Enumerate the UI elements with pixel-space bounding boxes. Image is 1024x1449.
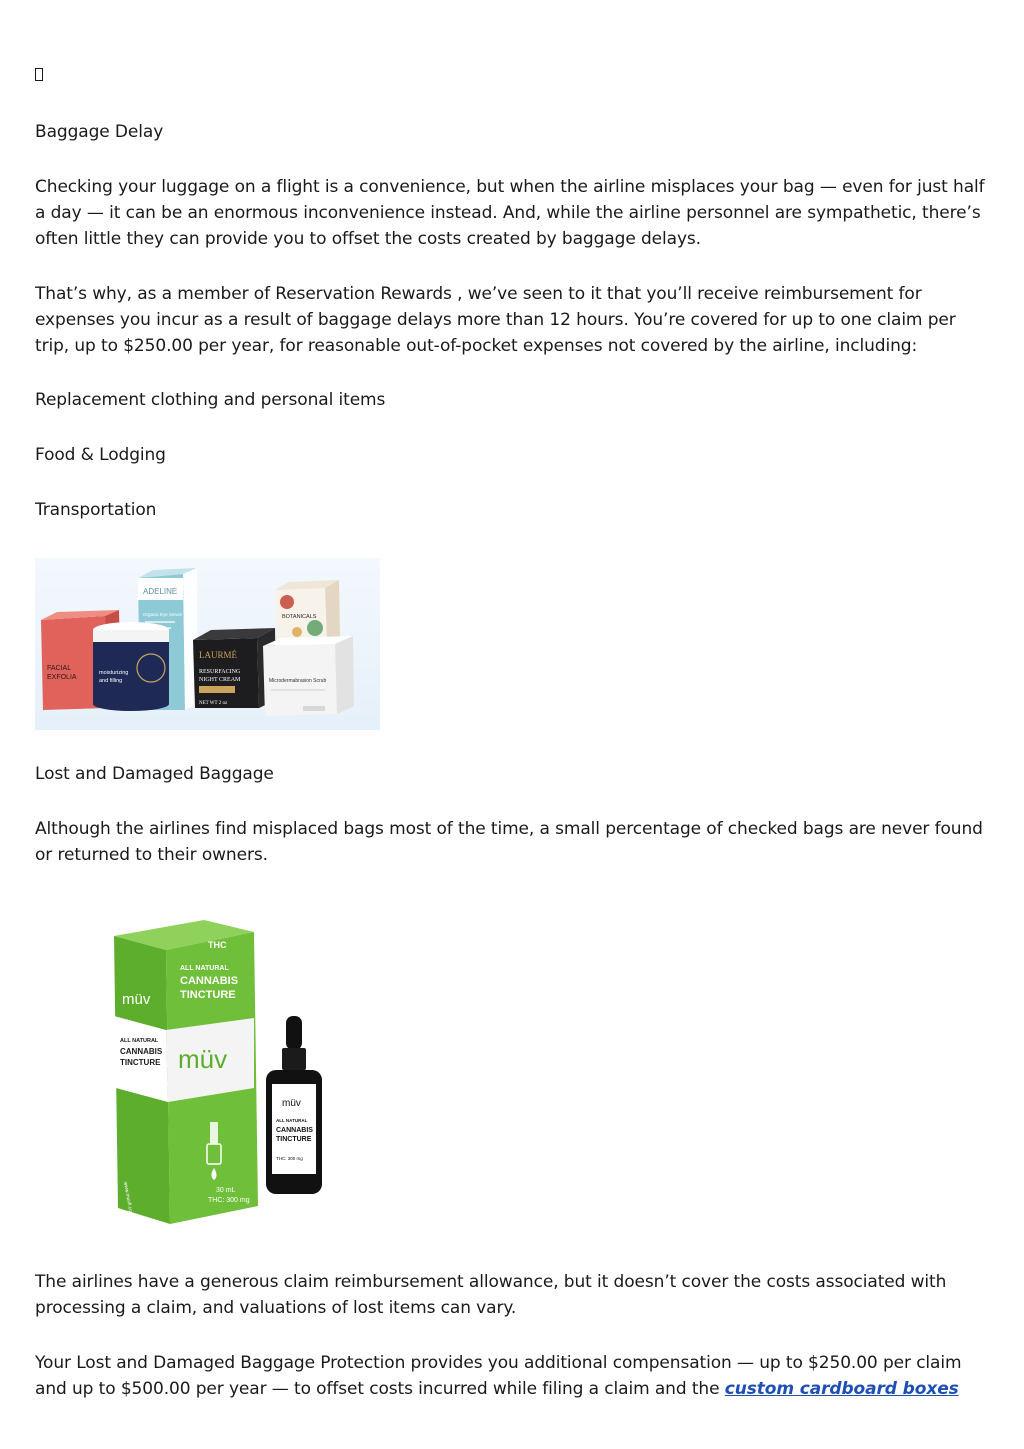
tincture-box	[114, 920, 258, 1224]
covered-item-clothing: Replacement clothing and personal items	[35, 390, 386, 410]
black-box-brand: LAURMÉ	[199, 650, 237, 660]
tincture-box-top-label: THC	[208, 940, 227, 950]
black-box-text-1: RESURFACING	[199, 669, 241, 675]
white-box	[263, 636, 354, 716]
lost-baggage-paragraph-3-text: Your Lost and Damaged Baggage Protection provides you additional compensation — up to $250.00 per claim and up to $500.00 per year — to offset costs incurred while filing a claim and the	[35, 1353, 962, 1399]
floral-box-brand: BOTANICALS	[282, 614, 317, 620]
tincture-bottle	[266, 1016, 322, 1194]
black-box-text-3: NET WT 2 oz	[199, 701, 228, 706]
blue-box-text: Organic Eye Serum	[143, 612, 183, 617]
blue-box-brand: ADELINE	[143, 587, 178, 596]
tincture-box-brand-front: müv	[122, 991, 151, 1008]
tincture-box-brand: müv	[178, 1044, 228, 1074]
bottle-text-2: CANNABIS	[276, 1127, 313, 1134]
cosmetic-boxes-image	[35, 558, 380, 730]
tincture-box-text-2: CANNABIS	[180, 975, 239, 987]
navy-jar	[93, 622, 169, 711]
tincture-box-bottom-1: 30 mL	[216, 1187, 236, 1194]
floral-box	[275, 580, 340, 644]
baggage-delay-heading: Baggage Delay	[35, 122, 164, 142]
lost-baggage-heading: Lost and Damaged Baggage	[35, 764, 274, 784]
tincture-box-bottom-2: THC: 300 mg	[208, 1197, 250, 1204]
baggage-delay-paragraph-2: That’s why, as a member of Reservation Rewards , we’ve seen to it that you’ll receive reimbursement for expenses you incur as a result of baggage delays more than 12 hours. You’re covered for up to one claim per trip, up to $250.00 per year, for reasonable out-of-pocket expenses not covered by the airline, including:	[35, 284, 956, 356]
bottle-brand: müv	[282, 1098, 301, 1109]
lost-baggage-paragraph-3	[35, 1350, 990, 1402]
svg-text:TINCTURE: TINCTURE	[120, 1058, 161, 1067]
red-box-text-1: FACIAL	[47, 665, 72, 672]
lost-baggage-paragraph-2: The airlines have a generous claim reimbursement allowance, but it doesn’t cover the costs associated with processing a claim, and valuations of lost items can vary.	[35, 1272, 947, 1318]
bottle-text-3: TINCTURE	[276, 1136, 312, 1143]
black-box-text-2: NIGHT CREAM	[199, 677, 241, 683]
missing-glyph-icon	[35, 68, 43, 81]
baggage-delay-paragraph-1: Checking your luggage on a flight is a convenience, but when the airline misplaces your bag — even for just half a day — it can be an enormous inconvenience instead. And, while the airline personnel are sympathetic, there’s often little they can provide you to offset the costs created by baggage delays.	[35, 177, 985, 249]
svg-text:ALL NATURAL: ALL NATURAL	[120, 1038, 159, 1044]
covered-item-transportation: Transportation	[35, 500, 157, 520]
bottle-text-4: THC: 300 mg	[276, 1156, 303, 1161]
jar-text-2: and filling	[99, 678, 123, 684]
tincture-box-text-3: TINCTURE	[180, 989, 236, 1001]
tincture-product-image	[96, 912, 346, 1230]
bottle-text-1: ALL NATURAL	[276, 1118, 308, 1123]
tincture-box-text-1: ALL NATURAL	[180, 965, 229, 972]
svg-text:CANNABIS: CANNABIS	[120, 1047, 163, 1056]
black-box	[193, 628, 276, 708]
tincture-box-url: www.muvfl.com	[122, 1181, 134, 1217]
covered-item-food-lodging: Food & Lodging	[35, 445, 166, 465]
white-box-text: Microdermabrasion Scrub	[269, 678, 327, 684]
jar-text-1: moisturizing	[99, 670, 129, 676]
lost-baggage-paragraph-1: Although the airlines find misplaced bags most of the time, a small percentage of checked bags are never found or returned to their owners.	[35, 819, 983, 865]
custom-cardboard-boxes-link[interactable]: custom cardboard boxes	[724, 1379, 959, 1399]
red-box-text-2: EXFOLIA	[47, 674, 77, 681]
